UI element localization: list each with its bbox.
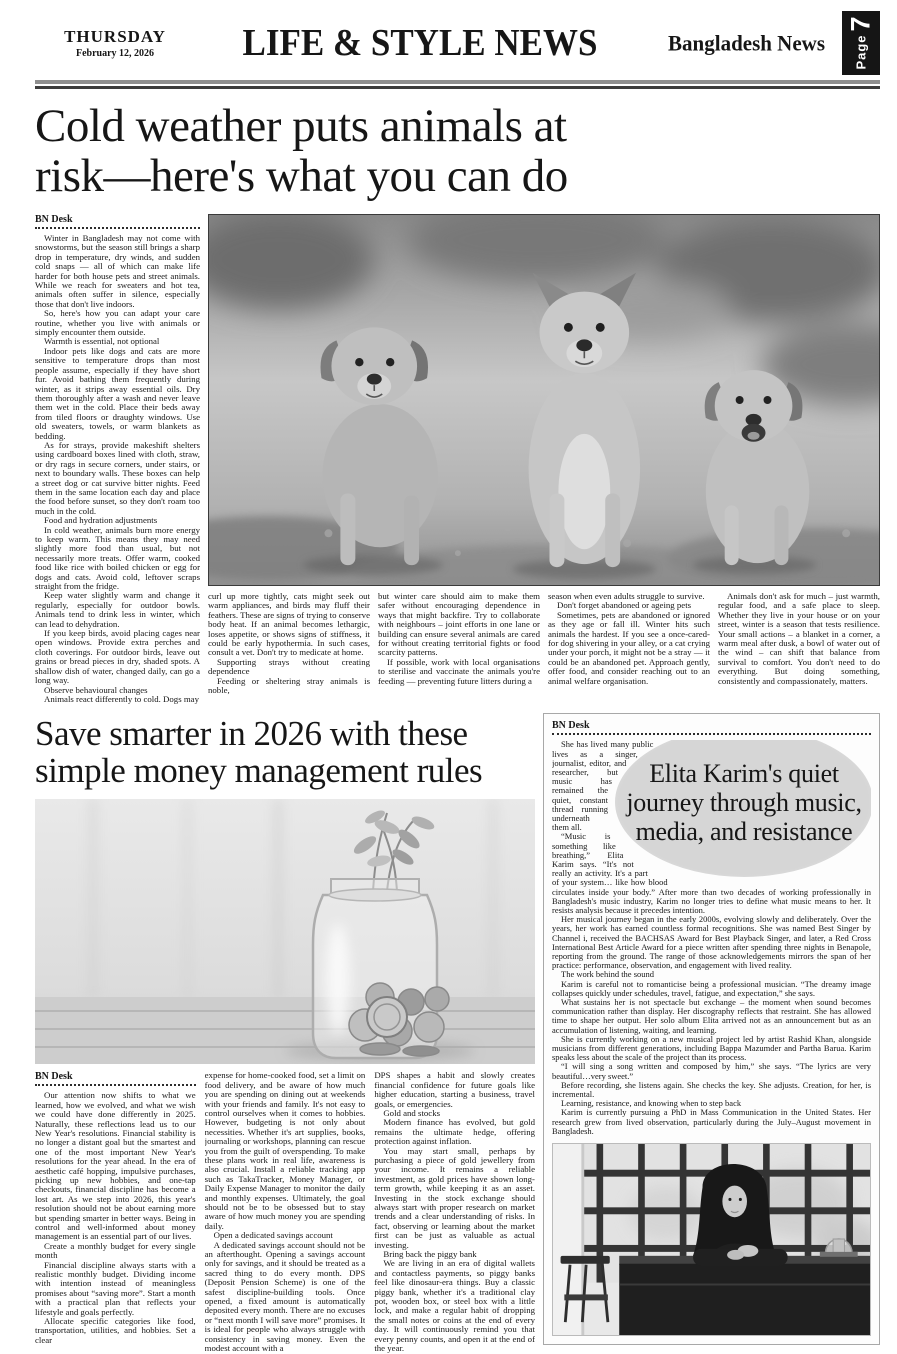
body-paragraph: Create a monthly budget for every single month (35, 1240, 196, 1261)
section-title: LIFE & STYLE NEWS (242, 21, 598, 64)
article-headline (35, 101, 880, 201)
body-paragraph: What sustains her is not spectacle but exchange – the moment when sound becomes communication rather than display. Her discography reflects that restraint. She has allowed time to shape her output. Her solo album Elita arrived not as an announcement but as an accumulation of listening, waiting, and learning. (552, 997, 871, 1035)
article-column (548, 592, 710, 700)
byline-dotted-rule (35, 1084, 196, 1086)
byline: BN Desk (35, 1071, 73, 1083)
body-paragraph: curl up more tightly, cats might seek out warm appliances, and birds may fluff their feathers. These are signs of trying to conserve body heat. If an animal becomes lethargic, loses appetite, or shows signs of stiffness, it could be early hypothermia. In such cases, consult a vet. Don't try to medicate at home. (208, 592, 370, 658)
column-text (374, 1071, 535, 1353)
article-column (35, 1071, 196, 1353)
body-paragraph: Bring back the piggy bank (383, 1249, 477, 1260)
article-elita-karim (543, 713, 880, 1345)
coin-jar-photo-illustration (35, 799, 535, 1064)
body-paragraph: If you keep birds, avoid placing cages near open windows. Provide extra perches and cloth coverings. For outdoor birds, leave out grains or bread pieces in dry, shaded spots. A shallow dish of water, changed daily, can go a long way. (35, 628, 200, 686)
puppy-center (529, 273, 641, 567)
column-text (35, 1091, 196, 1345)
article-body (552, 740, 871, 1136)
body-paragraph: DPS shapes a habit and slowly creates financial confidence for future goals like higher education, starting a business, travel goals, or emergencies. (374, 1071, 535, 1109)
byline: BN Desk (35, 214, 73, 225)
column-text (378, 592, 540, 686)
article-column (378, 592, 540, 700)
body-paragraph: Don't forget abandoned or ageing pets (557, 600, 692, 611)
body-paragraph: Modern finance has evolved, but gold remains the ultimate hedge, offering protection against inflation. (374, 1117, 535, 1147)
body-paragraph: Warmth is essential, not optional (44, 336, 160, 347)
glass-jar (313, 879, 449, 1058)
body-paragraph: Gold and stocks (383, 1107, 441, 1118)
body-paragraph: Karim is careful not to romanticise being a professional musician. “The dreamy image collapses quickly under schedules, travel, fatigue, and expectation,” she says. (552, 978, 871, 998)
column-text (718, 592, 880, 686)
piano (619, 1256, 870, 1335)
body-paragraph: If possible, work with local organisations to sterilise and vaccinate the animals you're feeding — preventing future litters during a (378, 656, 540, 686)
body-paragraph: Our attention now shifts to what we learned, how we evolved, and what we wish we could have done differently in 2025. Naturally, these reflections lead us to our New Year's resolutions. Financial stability is no longer a distant goal but the smartest and one of the most important New Year's resolutions for the year ahead. In the era of aesthetic café hopping, impulsive purchases, picking up new hobbies, and one-tap checkouts, financial discipline has become a lost art. As we step into 2026, this year's resolution should not be about earning more but spending smarter in better ways. Being in control and well-informed about money management is an essential part of our lives. (35, 1090, 196, 1242)
body-paragraph: In cold weather, animals burn more energy to keep warm. This means they may need slightly more food than usual, but not necessarily more treats. Offer warm, cooked food like rice with boiled chicken or egg for dogs and cats. Avoid cold, leftover scraps straight from the fridge. (35, 524, 200, 592)
page-header (35, 10, 880, 76)
headline-line: Save smarter in 2026 with these (35, 714, 468, 754)
body-paragraph: We are living in an era of digital wallets and contactless payments, so piggy banks feel like dinosaur-era things. Buy a classic piggy bank, whether it's a traditional clay pot, wooden box, or steel box with a little lock, and make a regular habit of dropping the small notes or coins at the end of every day. It will continuously remind you that every penny counts, and open it at the end of the year. (374, 1258, 535, 1354)
body-paragraph: You may start small, perhaps by purchasing a piece of gold jewellery from your income. It remains a reliable investment, as gold prices have shown long-term growth, while keeping it as an asset. Investing in the stock exchange should always start with proper research on market trends and a clear understanding of risks. In fact, observing or learning about the market first can be just as valuable as actual investing. (374, 1145, 535, 1250)
body-paragraph: Winter in Bangladesh may not come with snowstorms, but the season still brings a sharp drop in temperature, dry winds, and sudden cold snaps — all of which can make life harder for both house pets and street animals. While we reach for sweaters and hot tea, animals often suffer in silence, especially those that don't live indoors. (35, 233, 200, 309)
column-text (548, 592, 710, 686)
body-paragraph: season when even adults struggle to survive. (548, 592, 705, 601)
body-paragraph: Feeding or sheltering stray animals is noble, (208, 675, 370, 696)
puppy-right (705, 370, 810, 565)
date-block (35, 27, 195, 59)
body-paragraph: Sometimes, pets are abandoned or ignored as they age or fall ill. Winter hits such animals the hardest. If you see a once-cared-for dog shivering in your alley, or a cat crying under your porch, it might not be a stray — it could be an abandoned pet. Approach gently, offer food, and consider reaching out to an animal welfare organisation. (548, 609, 710, 686)
puppies-photo-illustration (209, 215, 879, 585)
headline-line: risk—here's what you can do (35, 150, 568, 202)
body-paragraph: “Music is something like breathing,” Elita Karim says. “It's not really an activity. It's a part of your system… like how blood circulates inside your body.” After more than two decades of working professionally in Bangladesh's music industry, Karim no longer tries to define what music means to her. It resists analysis because it precedes intention. (552, 831, 871, 915)
column-text (208, 592, 370, 695)
article-column (208, 592, 370, 700)
body-paragraph: Supporting strays without creating dependence (208, 656, 370, 677)
body-paragraph: but winter care should aim to make them safer without encouraging dependence in ways that might backfire. Try to collaborate with neighbours – joint efforts in one lane or building can ensure several animals are cared for without creating territorial fights or food scarcity patterns. (378, 592, 540, 658)
body-paragraph: Indoor pets like dogs and cats are more sensitive to temperature drops than most people assume, especially if they have short fur. Avoid bathing them frequently during winter, as it strips away essential oils. Dry them thoroughly after a wash and never leave them wet in the cold. Place their beds away from tiled floors or draughty windows. Use old sweaters, towels, or warm blankets as bedding. (35, 345, 200, 441)
coin-jar-photo (35, 799, 535, 1064)
body-paragraph: So, here's how you can adapt your care routine, whether you live with animals or simply encounter them outside. (35, 308, 200, 338)
body-paragraph: She has lived many public lives as a singer, journalist, editor, and researcher, but music has remained the quiet, constant thread running underneath them all. (552, 740, 654, 833)
body-paragraph: expense for home-cooked food, set a limit on food delivery, and be aware of how much you are spending on dining out at weekends with your friends and family. It's not easy to control ourselves when it comes to hobbies. However, budgeting is not only about necessities. Whether it's art supplies, books, journaling or workshops, planning can rescue you from the guilt of overspending. To make these plans work in real life, awareness is also crucial. Install a reliable tracking app such as TakaTracker, Money Manager, or Daily Expense Manager to monitor the daily and monthly expenses. Ultimately, the goal should not be to be obsessed but to stay aware of how much money you are spending daily. (204, 1071, 366, 1231)
newspaper-brand: Bangladesh News (668, 29, 825, 56)
body-paragraph: Karim is currently pursuing a PhD in Mass Communication in the United States. Her research grew from lived observation, particularly during the July–August movement in Bangladesh. (552, 1107, 871, 1136)
page-number: 7 (845, 16, 876, 32)
headline-line: simple money management rules (35, 751, 483, 791)
article-headline (35, 715, 535, 789)
article-column (374, 1071, 535, 1353)
byline-dotted-rule (35, 227, 200, 229)
body-paragraph: The work behind the sound (561, 969, 655, 980)
column-text (205, 1071, 366, 1353)
body-paragraph: Allocate specific categories like food, transportation, utilities, and hobbies. Set a clear (35, 1316, 196, 1345)
body-paragraph: Observe behavioural changes (44, 684, 148, 695)
headline-line: Cold weather puts animals at (35, 100, 567, 152)
weekday-label: THURSDAY (64, 27, 166, 46)
article-column (205, 1071, 366, 1353)
page-number-box (842, 11, 880, 75)
column-text (35, 234, 200, 704)
body-paragraph: A dedicated savings account should not be an afterthought. Opening a savings account only for savings, and it should be treated as a sacred thing to do every month. DPS (Deposit Pension Scheme) is one of the safest discipline-building tools. Once opened, a fixed amount is automatically deposited every month. There are no excuses or “next month I will save more” promises. It is ideal for people who always struggle with consistency in saving money. Even the modest account with a (204, 1239, 366, 1354)
elita-photo-illustration (553, 1144, 870, 1335)
body-paragraph: As for strays, provide makeshift shelters using cardboard boxes lined with cloth, straw, or dry rags in secure corners, under stairs, or next to boundary walls. These boxes can help a street dog or cat survive bitter nights. Feed them in the same location each day and place the food before sunset, so they don't roam too much in the cold. (35, 439, 200, 516)
body-paragraph: Animals react differently to cold. Dogs may (44, 693, 199, 704)
body-paragraph: Learning, resistance, and knowing when to step back (561, 1098, 742, 1109)
header-rule-thin (35, 86, 880, 89)
byline: BN Desk (552, 720, 590, 732)
body-paragraph: Open a dedicated savings account (213, 1230, 333, 1241)
article-headline: Elita Karim's quiet journey through music, media, and resistance (626, 758, 862, 846)
body-paragraph: Her musical journey began in the early 2000s, evolving slowly and deliberately. Over the years, her work has earned countless formal recognitions. She was named Best Singer by Channel i, received the BACHSAS Award for Best Playback Singer, and later, a Red Cross International Best Article Award for a piece written after spending three nights in Benapole, reporting from the ground. The range of those acknowledgements mirrors the span of her practice: performance, observation, and engagement with lived reality. (552, 914, 871, 971)
article-column (35, 214, 200, 704)
puppies-photo (208, 214, 880, 586)
body-paragraph: Before recording, she listens again. She checks the key. She adjusts. Creation, for her, is incremental. (552, 1079, 871, 1100)
body-paragraph: Keep water slightly warm and change it regularly, especially for outdoor bowls. Animals tend to drink less in winter, which can lead to dehydration. (35, 590, 200, 629)
header-rule-thick (35, 80, 880, 84)
article-cold-weather-animals (35, 101, 880, 704)
body-paragraph: Animals don't ask for much – just warmth, regular food, and a safe place to sleep. Whether they live in your house or on your street, winter is a season that tests resilience. Your small actions – a blanket in a corner, a warm meal after dusk, a bowl of water out of the wind – can shift that balance from survival to comfort. You don't need to do everything. But doing something, consistently and compassionately, matters. (718, 592, 880, 686)
elita-karim-photo (552, 1143, 871, 1336)
article-money-management (35, 713, 535, 1353)
byline-dotted-rule (552, 733, 871, 735)
page-number-label: Page (853, 34, 869, 70)
body-paragraph: Financial discipline always starts with a realistic monthly budget. Dividing income with intention instead of meaningless promises about “saving more”. Start a month with a practical plan that reflects your lifestyle and goals perfectly. (35, 1259, 196, 1317)
body-paragraph: “I will sing a song written and composed by him,” she says. “The lyrics are very beautiful…very sweet.” (552, 1061, 871, 1081)
date-label: February 12, 2026 (75, 48, 155, 59)
body-paragraph: Food and hydration adjustments (44, 515, 158, 526)
article-column (718, 592, 880, 700)
body-paragraph: She is currently working on a new musical project led by artist Rashid Khan, alongside musicians from different generations, including Bappa Mazumder and Partha Barua. Karim speaks less about the scale of the project than its process. (552, 1033, 871, 1063)
